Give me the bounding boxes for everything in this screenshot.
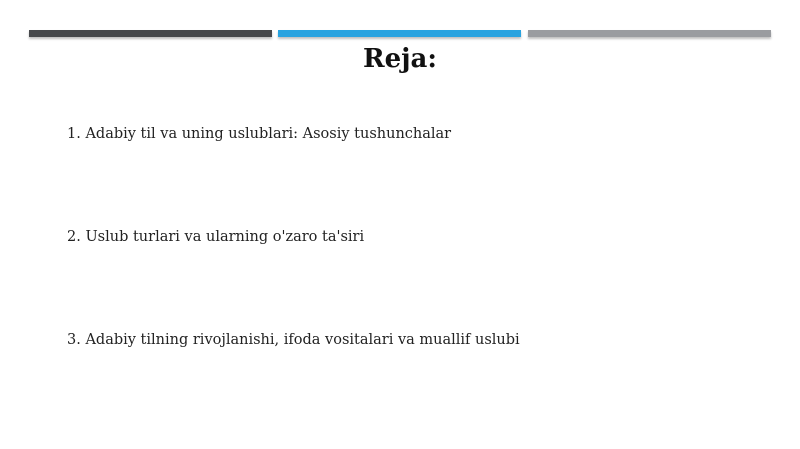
accent-bar-gray <box>528 30 771 37</box>
accent-bar-dark <box>29 30 272 37</box>
accent-bar-blue <box>278 30 521 37</box>
slide-title: Reja: <box>362 44 437 74</box>
plan-item-2: 2. Uslub turlari va ularning o'zaro ta'siri <box>67 229 365 245</box>
plan-item-3: 3. Adabiy tilning rivojlanishi, ifoda vositalari va muallif uslubi <box>67 332 520 348</box>
plan-item-1: 1. Adabiy til va uning uslublari: Asosiy tushunchalar <box>67 126 452 142</box>
